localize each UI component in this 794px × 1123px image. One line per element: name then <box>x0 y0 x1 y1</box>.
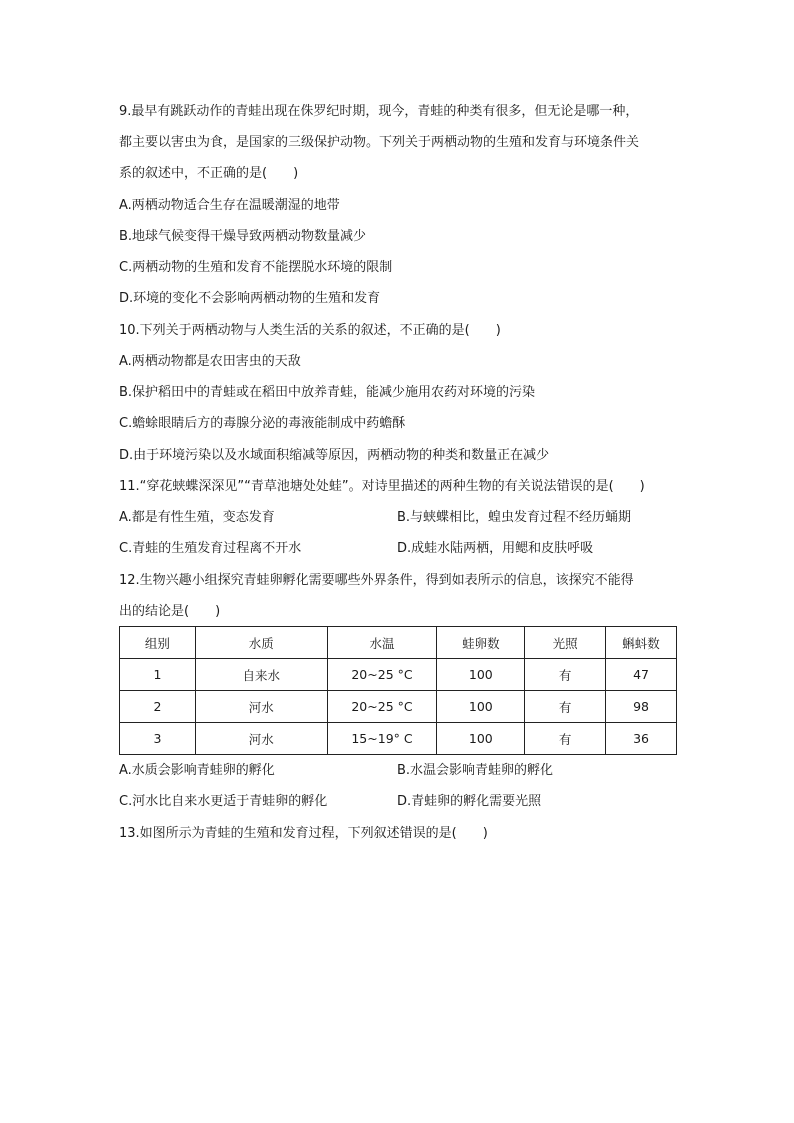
q10-option-c: C.蟾蜍眼睛后方的毒腺分泌的毒液能制成中药蟾酥 <box>119 416 406 431</box>
q10-option-d: D.由于环境污染以及水域面积缩减等原因，两栖动物的种类和数量正在减少 <box>119 448 550 463</box>
q12-option-c: C.河水比自来水更适于青蛙卵的孵化 <box>119 794 328 809</box>
experiment-table <box>119 626 677 755</box>
q9-stem-line-2: 都主要以害虫为食，是国家的三级保护动物。下列关于两栖动物的生殖和发育与环境条件关 <box>119 135 640 150</box>
header-water-quality: 水质 <box>195 627 327 659</box>
table-cell: 100 <box>437 659 525 691</box>
table-cell: 河水 <box>195 691 327 723</box>
table-cell: 98 <box>606 691 677 723</box>
header-egg-count: 蛙卵数 <box>437 627 525 659</box>
table-cell: 3 <box>120 723 196 755</box>
table-cell: 15~19° C <box>327 723 437 755</box>
q12-option-d: D.青蛙卵的孵化需要光照 <box>397 794 542 809</box>
q11-option-d: D.成蛙水陆两栖，用鳃和皮肤呼吸 <box>397 541 594 556</box>
q9-stem-line-1: 9.最早有跳跃动作的青蛙出现在侏罗纪时期，现今，青蛙的种类有很多，但无论是哪一种， <box>119 104 639 119</box>
table-cell: 有 <box>525 691 606 723</box>
q11-option-a: A.都是有性生殖，变态发育 <box>119 510 275 525</box>
header-group: 组别 <box>120 627 196 659</box>
table-cell: 河水 <box>195 723 327 755</box>
table-cell: 36 <box>606 723 677 755</box>
table-cell: 自来水 <box>195 659 327 691</box>
q10-option-a: A.两栖动物都是农田害虫的天敌 <box>119 354 301 369</box>
q9-option-d: D.环境的变化不会影响两栖动物的生殖和发育 <box>119 291 381 306</box>
table-header-row <box>120 627 677 659</box>
q10-stem: 10.下列关于两栖动物与人类生活的关系的叙述，不正确的是( ) <box>119 323 501 338</box>
table-cell: 1 <box>120 659 196 691</box>
q9-option-b: B.地球气候变得干燥导致两栖动物数量减少 <box>119 229 367 244</box>
q10-option-b: B.保护稻田中的青蛙或在稻田中放养青蛙，能减少施用农药对环境的污染 <box>119 385 536 400</box>
q12-stem-line-2: 出的结论是( ) <box>119 604 221 619</box>
table-row <box>120 723 677 755</box>
q12-option-b: B.水温会影响青蛙卵的孵化 <box>397 763 554 778</box>
q12-option-a: A.水质会影响青蛙卵的孵化 <box>119 763 275 778</box>
table-cell: 20~25 °C <box>327 659 437 691</box>
q11-option-c: C.青蛙的生殖发育过程离不开水 <box>119 541 302 556</box>
q11-option-b: B.与蛱蝶相比，蝗虫发育过程不经历蛹期 <box>397 510 632 525</box>
q11-stem: 11.“穿花蛱蝶深深见”“青草池塘处处蛙”。对诗里描述的两种生物的有关说法错误的是( ) <box>119 479 645 494</box>
table-row <box>120 659 677 691</box>
table-cell: 有 <box>525 659 606 691</box>
header-water-temp: 水温 <box>327 627 437 659</box>
q13-stem: 13.如图所示为青蛙的生殖和发育过程，下列叙述错误的是( ) <box>119 826 488 841</box>
table-cell: 100 <box>437 691 525 723</box>
header-light: 光照 <box>525 627 606 659</box>
header-tadpole-count: 蝌蚪数 <box>606 627 677 659</box>
q9-option-c: C.两栖动物的生殖和发育不能摆脱水环境的限制 <box>119 260 393 275</box>
table-cell: 有 <box>525 723 606 755</box>
table-row <box>120 691 677 723</box>
table-cell: 2 <box>120 691 196 723</box>
q9-option-a: A.两栖动物适合生存在温暖潮湿的地带 <box>119 198 340 213</box>
q9-stem-line-3: 系的叙述中，不正确的是( ) <box>119 166 299 181</box>
table-cell: 100 <box>437 723 525 755</box>
q12-stem-line-1: 12.生物兴趣小组探究青蛙卵孵化需要哪些外界条件，得到如表所示的信息，该探究不能得 <box>119 573 634 588</box>
table-cell: 47 <box>606 659 677 691</box>
table-cell: 20~25 °C <box>327 691 437 723</box>
